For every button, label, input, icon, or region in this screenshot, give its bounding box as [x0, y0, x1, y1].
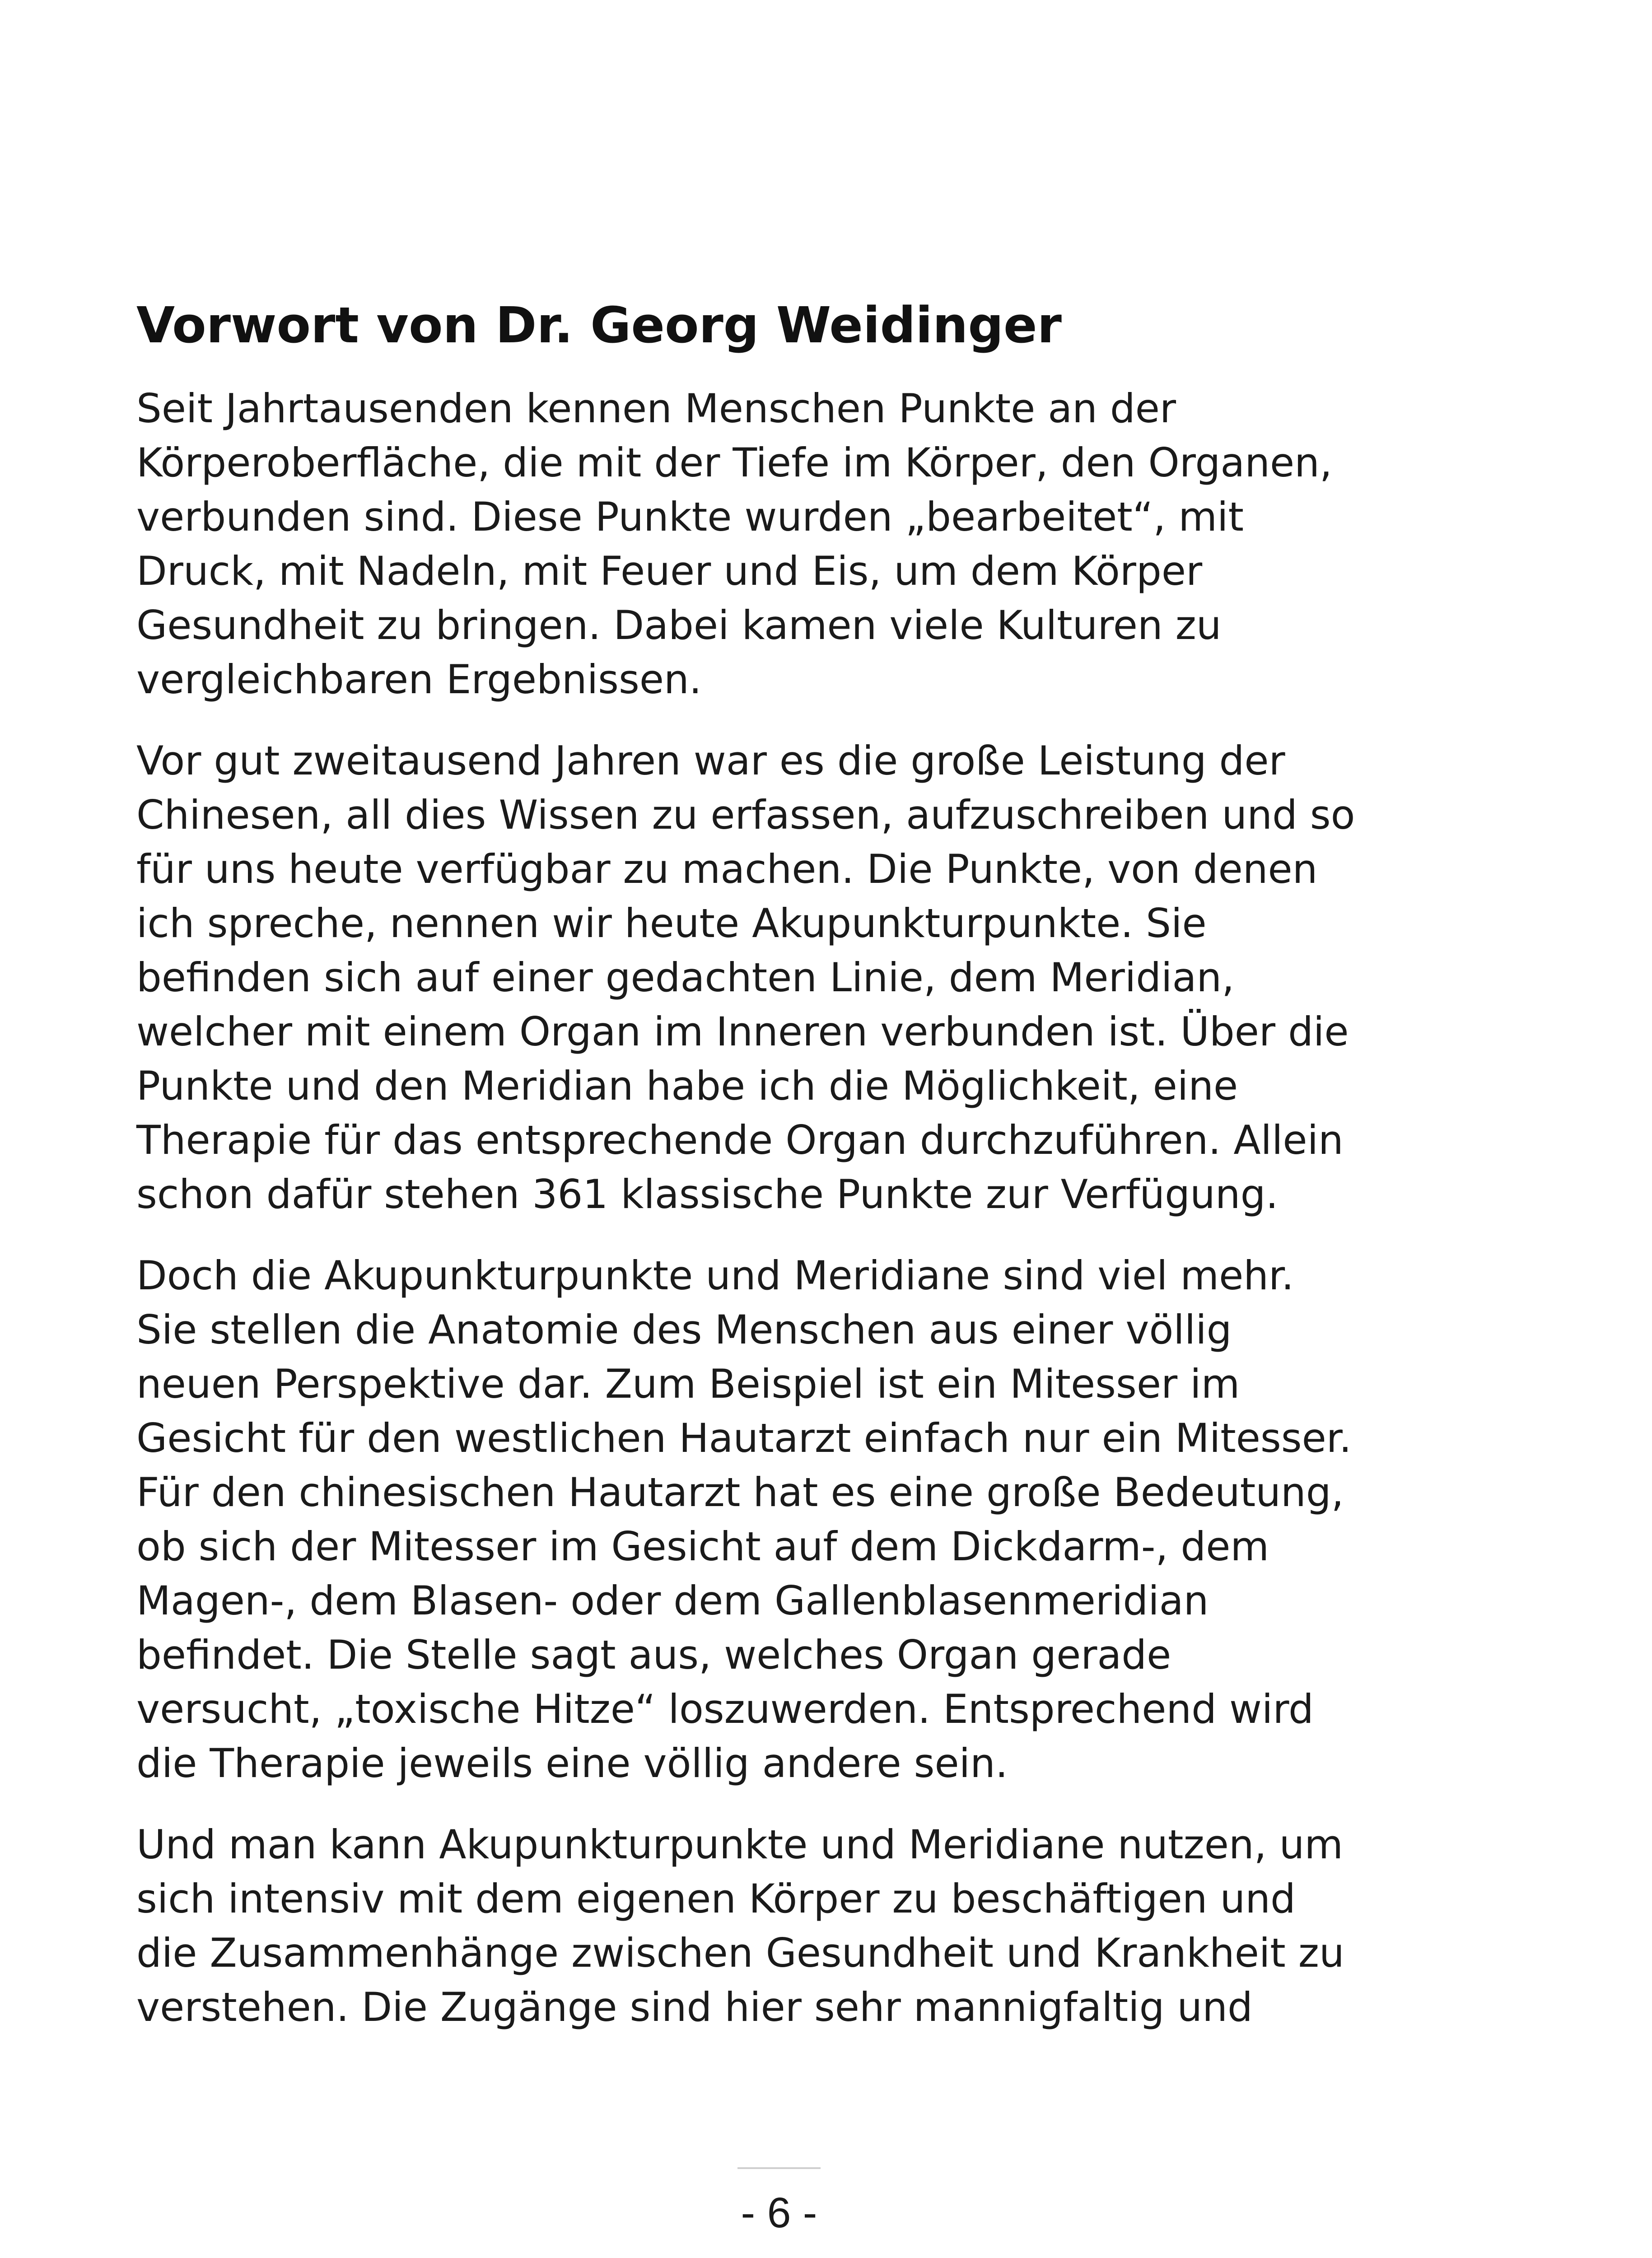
text-line: verstehen. Die Zugänge sind hier sehr mannigfaltig und — [136, 1984, 1253, 2030]
text-line: versucht, „toxische Hitze“ loszuwerden. Entsprechend wird — [136, 1686, 1314, 1732]
text-line: neuen Perspektive dar. Zum Beispiel ist ein Mitesser im — [136, 1361, 1240, 1407]
text-line: Chinesen, all dies Wissen zu erfassen, aufzuschreiben und so — [136, 792, 1355, 838]
text-line: welcher mit einem Organ im Inneren verbunden ist. Über die — [136, 1008, 1349, 1055]
text-line: Vor gut zweitausend Jahren war es die große Leistung der — [136, 737, 1285, 784]
text-line: die Zusammenhänge zwischen Gesundheit und Krankheit zu — [136, 1930, 1344, 1976]
text-line: schon dafür stehen 361 klassische Punkte zur Verfügung. — [136, 1171, 1279, 1218]
text-line: Seit Jahrtausenden kennen Menschen Punkte an der — [136, 385, 1176, 432]
text-line: Sie stellen die Anatomie des Menschen aus einer völlig — [136, 1306, 1232, 1353]
text-line: für uns heute verfügbar zu machen. Die Punkte, von denen — [136, 846, 1318, 892]
text-line: Körperoberfläche, die mit der Tiefe im Körper, den Organen, — [136, 439, 1332, 486]
page-number: - 6 - — [741, 2189, 817, 2237]
text-line: die Therapie jeweils eine völlig andere sein. — [136, 1740, 1008, 1787]
text-line: befindet. Die Stelle sagt aus, welches Organ gerade — [136, 1632, 1171, 1678]
text-line: ich spreche, nennen wir heute Akupunkturpunkte. Sie — [136, 900, 1207, 947]
text-line: Für den chinesischen Hautarzt hat es eine große Bedeutung, — [136, 1469, 1344, 1516]
text-line: verbunden sind. Diese Punkte wurden „bearbeitet“, mit — [136, 494, 1244, 540]
text-line: Gesicht für den westlichen Hautarzt einfach nur ein Mitesser. — [136, 1415, 1352, 1461]
paragraph-2 — [136, 734, 1437, 1222]
page-title: Vorwort von Dr. Georg Weidinger — [136, 296, 1062, 354]
text-line: sich intensiv mit dem eigenen Körper zu beschäftigen und — [136, 1875, 1296, 1922]
text-line: Gesundheit zu bringen. Dabei kamen viele Kulturen zu — [136, 602, 1222, 648]
footer-divider — [737, 2167, 821, 2169]
paragraph-3 — [136, 1249, 1437, 1791]
text-line: Therapie für das entsprechende Organ durchzuführen. Allein — [136, 1117, 1344, 1163]
text-line: Magen-, dem Blasen- oder dem Gallenblasenmeridian — [136, 1577, 1209, 1624]
text-line: ob sich der Mitesser im Gesicht auf dem Dickdarm-, dem — [136, 1523, 1269, 1570]
text-line: Druck, mit Nadeln, mit Feuer und Eis, um dem Körper — [136, 548, 1203, 594]
text-line: befinden sich auf einer gedachten Linie, dem Meridian, — [136, 954, 1235, 1001]
page-content — [136, 289, 1437, 2062]
paragraph-1 — [136, 382, 1437, 707]
text-line: Punkte und den Meridian habe ich die Möglichkeit, eine — [136, 1063, 1238, 1109]
text-line: Doch die Akupunkturpunkte und Meridiane sind viel mehr. — [136, 1252, 1294, 1299]
text-line: vergleichbaren Ergebnissen. — [136, 656, 702, 703]
text-line: Und man kann Akupunkturpunkte und Meridiane nutzen, um — [136, 1821, 1344, 1868]
paragraph-4 — [136, 1818, 1437, 2034]
